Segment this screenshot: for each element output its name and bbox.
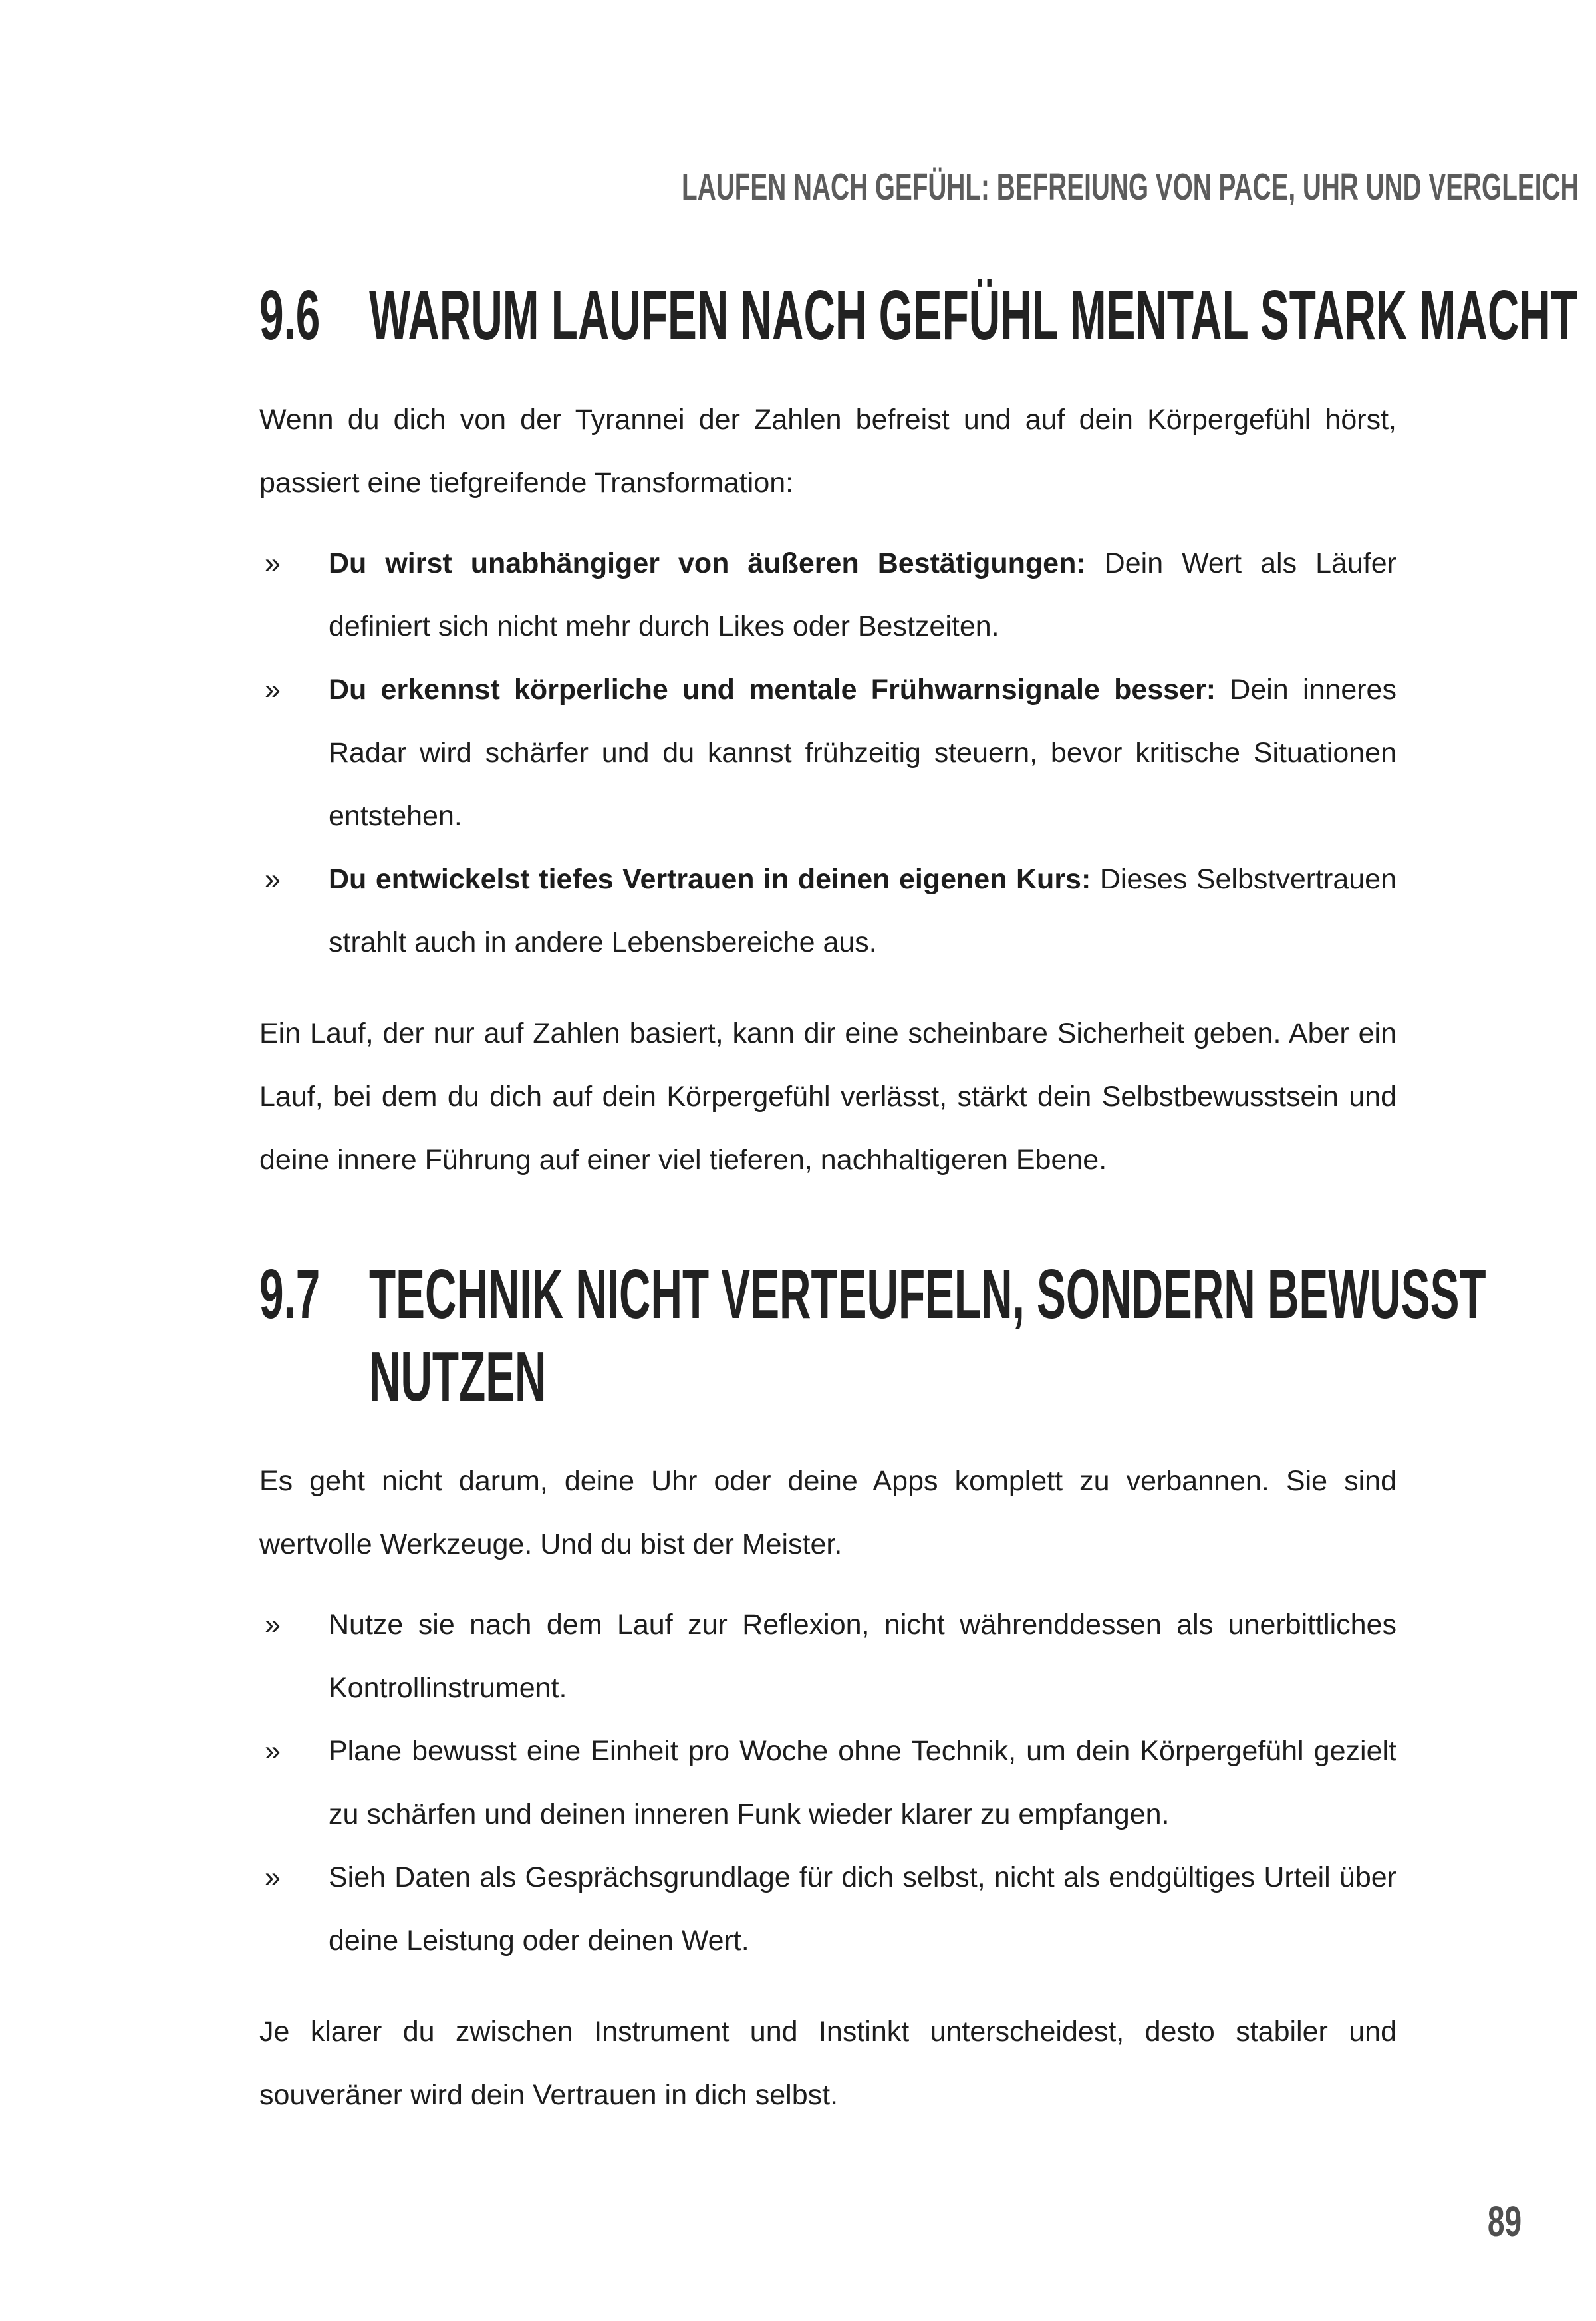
bullet-text: Plane bewusst eine Einheit pro Woche ohne Technik, um dein Körpergefühl gezielt zu schärfen und deinen inneren Funk wieder klarer zu empfangen. xyxy=(329,1735,1396,1830)
bullet-text: Dein Wert als Läufer definiert sich nicht mehr durch Likes oder Bestzeiten. xyxy=(329,547,1397,642)
bullet-marker: » xyxy=(265,1609,281,1641)
list-item xyxy=(259,848,1396,974)
section-number: 9.7 xyxy=(259,1255,321,1333)
section-9-6 xyxy=(259,274,1577,1192)
section-9-6-heading xyxy=(259,274,1577,356)
bullet-text: Dein inneres Radar wird schärfer und du kannst frühzeitig steuern, bevor kritische Situationen entstehen. xyxy=(329,674,1396,832)
section-9-7-heading xyxy=(259,1253,1486,1418)
section-number: 9.6 xyxy=(259,276,321,354)
section-9-7 xyxy=(259,1253,1486,2127)
section-title: WARUM LAUFEN NACH GEFÜHL MENTAL STARK MACHT xyxy=(369,276,1577,354)
running-head-text: LAUFEN NACH GEFÜHL: BEFREIUNG VON PACE, UHR UND VERGLEICH xyxy=(682,166,1579,208)
list-item xyxy=(259,1593,1396,1720)
page-number: 89 xyxy=(1487,2197,1522,2245)
list-item xyxy=(259,532,1396,658)
bullet-marker: » xyxy=(265,1861,281,1893)
bullet-marker: » xyxy=(265,674,281,706)
list-item xyxy=(259,658,1396,848)
list-item xyxy=(259,1720,1396,1846)
bullet-lead: Du erkennst körperliche und mentale Frühwarnsignale besser: xyxy=(329,674,1216,706)
outro-paragraph: Ein Lauf, der nur auf Zahlen basiert, kann dir eine scheinbare Sicherheit geben. Aber ein Lauf, bei dem du dich auf dein Körpergefühl verlässt, stärkt dein Selbstbewusstsein und deine innere Führung auf einer viel tieferen, nachhaltigeren Ebene. xyxy=(259,1018,1396,1176)
intro-paragraph: Es geht nicht darum, deine Uhr oder deine Apps komplett zu verbannen. Sie sind wertvolle Werkzeuge. Und du bist der Meister. xyxy=(259,1465,1396,1560)
bullet-text: Nutze sie nach dem Lauf zur Reflexion, nicht währenddessen als unerbittliches Kontrollinstrument. xyxy=(329,1609,1396,1704)
outro-paragraph: Je klarer du zwischen Instrument und Instinkt unterscheidest, desto stabiler und souveräner wird dein Vertrauen in dich selbst. xyxy=(259,2016,1396,2111)
intro-paragraph: Wenn du dich von der Tyrannei der Zahlen befreist und auf dein Körpergefühl hörst, passiert eine tiefgreifende Transformation: xyxy=(259,404,1396,499)
running-head xyxy=(259,0,1579,210)
bullet-list xyxy=(259,1593,1396,1973)
text-column xyxy=(259,0,1579,2127)
bullet-marker: » xyxy=(265,863,281,895)
bullet-marker: » xyxy=(265,547,281,579)
bullet-text: Dieses Selbstvertrauen strahlt auch in andere Lebensbereiche aus. xyxy=(329,863,1396,958)
list-item xyxy=(259,1846,1396,1973)
bullet-list xyxy=(259,532,1396,974)
bullet-marker: » xyxy=(265,1735,281,1767)
section-title: TECHNIK NICHT VERTEUFELN, SONDERN BEWUSST NUTZEN xyxy=(369,1255,1486,1416)
bullet-lead: Du wirst unabhängiger von äußeren Bestätigungen: xyxy=(329,547,1086,579)
bullet-text: Sieh Daten als Gesprächsgrundlage für dich selbst, nicht als endgültiges Urteil über deine Leistung oder deinen Wert. xyxy=(329,1861,1396,1957)
bullet-lead: Du entwickelst tiefes Vertrauen in deinen eigenen Kurs: xyxy=(329,863,1091,895)
